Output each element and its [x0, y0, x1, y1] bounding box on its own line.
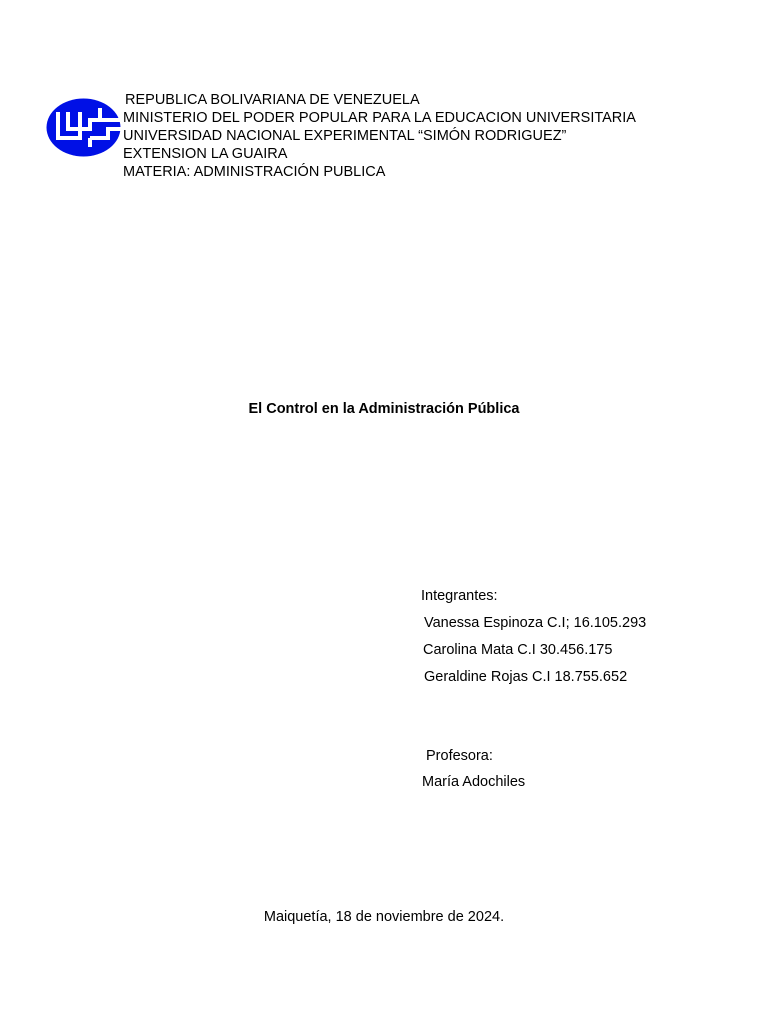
header-line: MINISTERIO DEL PODER POPULAR PARA LA EDUCACION UNIVERSITARIA	[123, 110, 636, 126]
university-logo-icon	[46, 98, 121, 157]
institution-header	[123, 91, 636, 181]
member-name: Geraldine Rojas C.I 18.755.652	[424, 669, 628, 685]
header-line: EXTENSION LA GUAIRA	[123, 146, 288, 162]
members-label: Integrantes:	[421, 588, 498, 604]
header-line: MATERIA: ADMINISTRACIÓN PUBLICA	[123, 164, 386, 180]
member-name: Carolina Mata C.I 30.456.175	[423, 642, 613, 658]
place-date: Maiquetía, 18 de noviembre de 2024.	[263, 909, 505, 925]
document-title: El Control en la Administración Pública	[248, 401, 520, 417]
professor-name: María Adochiles	[422, 774, 526, 790]
professor-label: Profesora:	[426, 748, 493, 764]
header-line: REPUBLICA BOLIVARIANA DE VENEZUELA	[125, 92, 420, 108]
member-name: Vanessa Espinoza C.I; 16.105.293	[424, 615, 647, 631]
header-line: UNIVERSIDAD NACIONAL EXPERIMENTAL “SIMÓN RODRIGUEZ”	[123, 128, 567, 144]
